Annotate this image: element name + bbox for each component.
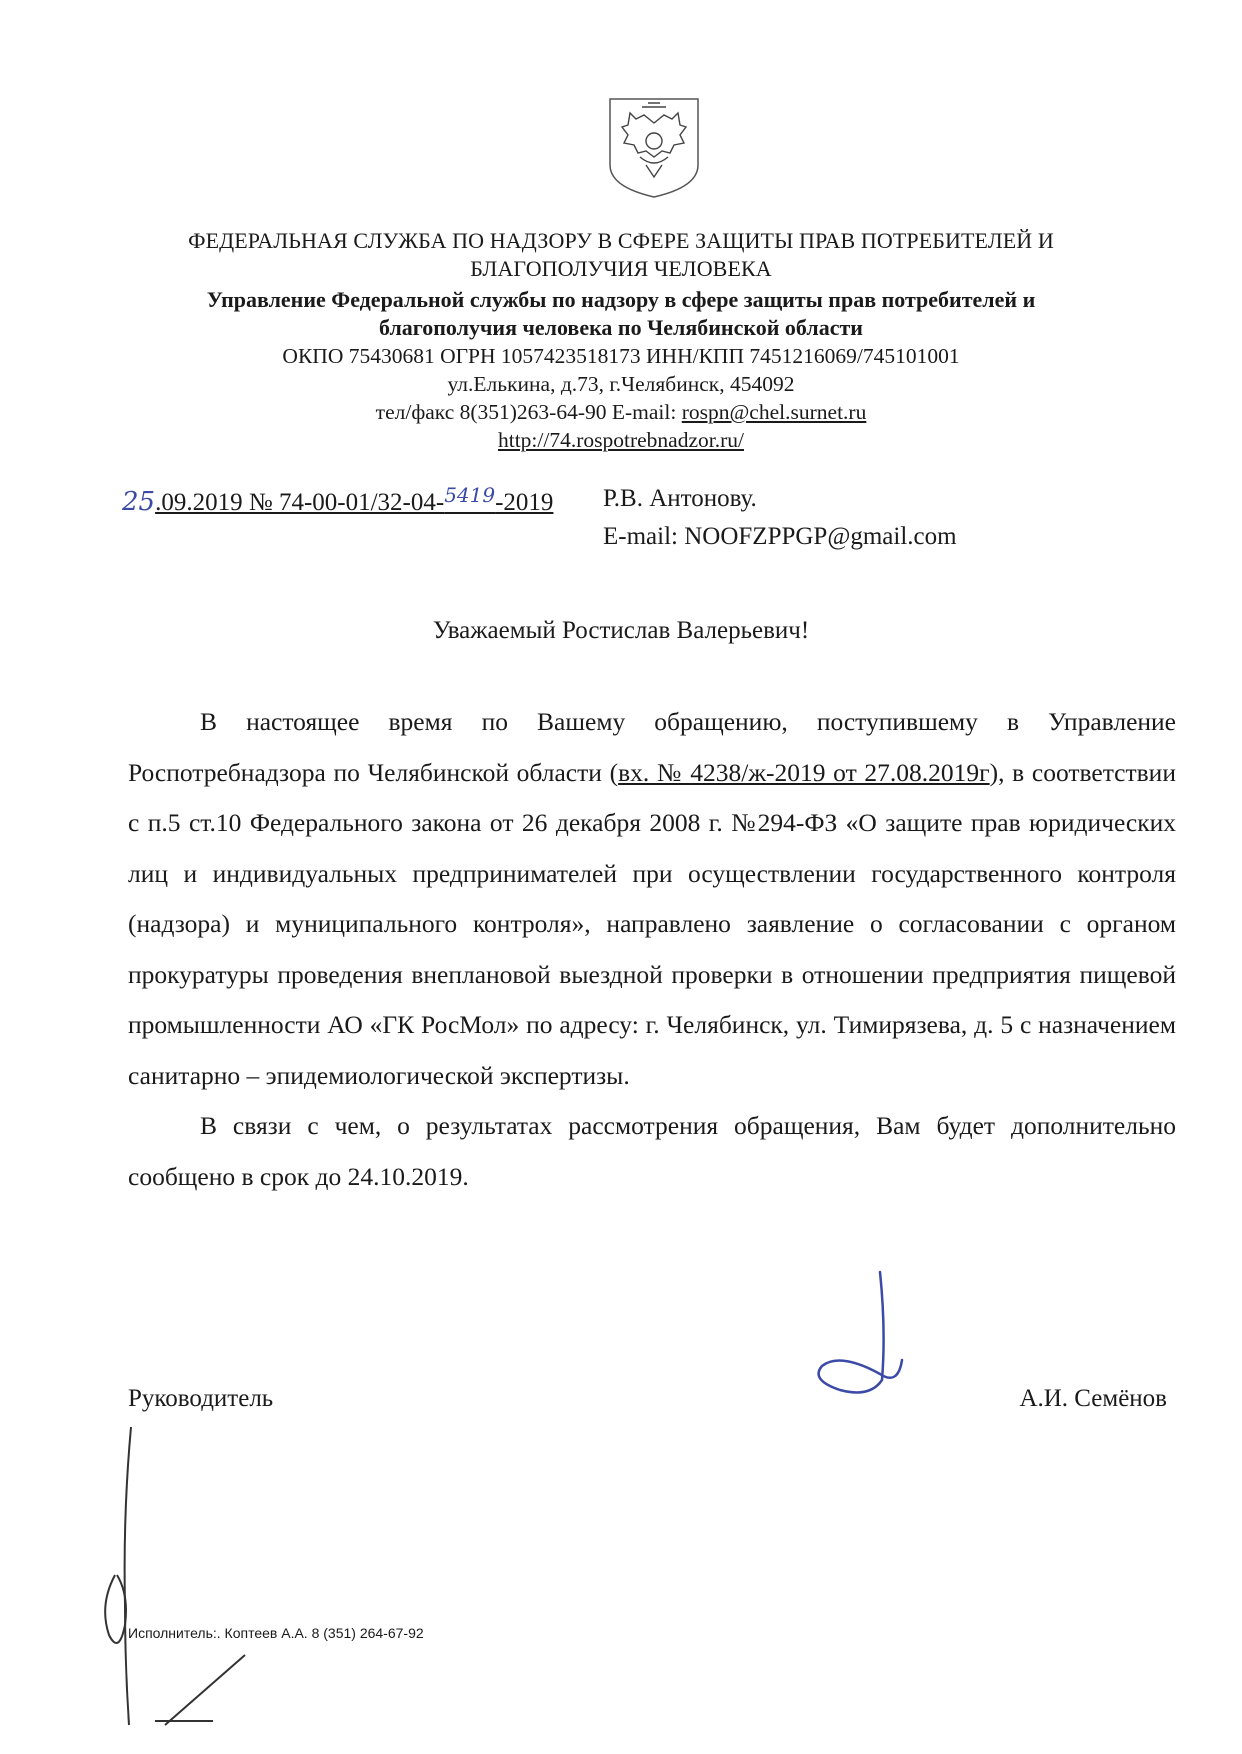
reference-number	[155, 483, 554, 516]
signatory-title: Руководитель	[128, 1385, 274, 1412]
paragraph-1	[128, 697, 1176, 1101]
handwritten-number: 5419	[444, 483, 496, 507]
email-link[interactable]: rospn@chel.surnet.ru	[681, 400, 867, 424]
department-line-1: Управление Федеральной службы по надзору в сфере защиты прав потребителей и	[206, 287, 1036, 312]
phone-fax: тел/факс 8(351)263-64-90 E-mail:	[375, 400, 682, 424]
paragraph-1-start: В настоящее время по Вашему обращению, поступившему в Управление Роспотребнадзора по Челябинской области (	[128, 707, 1176, 787]
postal-address: ул.Елькина, д.73, г.Челябинск, 454092	[447, 372, 795, 396]
agency-line-2: БЛАГОПОЛУЧИЯ ЧЕЛОВЕКА	[470, 256, 772, 281]
agency-name	[0, 227, 1242, 283]
paragraph-1-end: ), в соответствии с п.5 ст.10 Федерального закона от 26 декабря 2008 г. №294-ФЗ «О защите прав юридических лиц и индивидуальных предпринимателей при осуществлении государственного контроля (надзора) и муниципального контроля», направлено заявление о согласовании с органом прокуратуры проведения внеплановой выездной проверки в отношении предприятия пищевой промышленности АО «ГК РосМол» по адресу: г. Челябинск, ул. Тимирязева, д. 5 с назначением санитарно – эпидемиологической экспертизы.	[128, 757, 1176, 1090]
signature-icon	[810, 1270, 950, 1420]
signatory-name: А.И. Семёнов	[1019, 1385, 1167, 1412]
reference-end: -2019	[495, 489, 554, 516]
reference-start: .09.2019 № 74-00-01/32-04-	[155, 489, 445, 516]
incoming-reference: вх. № 4238/ж-2019 от 27.08.2019г	[618, 757, 990, 787]
recipient-block	[603, 480, 957, 556]
department-line-2: благополучия человека по Челябинской области	[379, 315, 863, 340]
registration-codes: ОКПО 75430681 ОГРН 1057423518173 ИНН/КПП 7451216069/745101001	[282, 344, 960, 368]
contacts-line	[0, 398, 1242, 426]
executor-info: Исполнитель:. Коптеев А.А. 8 (351) 264-67-92	[128, 1625, 424, 1641]
website-line	[0, 426, 1242, 454]
paragraph-2: В связи с чем, о результатах рассмотрения обращения, Вам будет дополнительно сообщено в срок до 24.10.2019.	[128, 1111, 1176, 1191]
outgoing-reference	[122, 480, 553, 518]
website-link[interactable]: http://74.rospotrebnadzor.ru/	[497, 428, 744, 452]
recipient-name: Р.В. Антонову.	[603, 485, 757, 512]
handwritten-day: 25	[122, 487, 156, 517]
requisites	[0, 342, 1242, 454]
letter-body	[128, 697, 1176, 1202]
margin-handwriting-icon	[95, 1425, 275, 1745]
agency-line-1: ФЕДЕРАЛЬНАЯ СЛУЖБА ПО НАДЗОРУ В СФЕРЕ ЗАЩИТЫ ПРАВ ПОТРЕБИТЕЛЕЙ И	[188, 228, 1054, 253]
department-name	[0, 286, 1242, 342]
recipient-email: E-mail: NOOFZPPGP@gmail.com	[603, 523, 957, 550]
greeting: Уважаемый Ростислав Валерьевич!	[432, 617, 810, 644]
coat-of-arms-icon	[606, 95, 702, 199]
